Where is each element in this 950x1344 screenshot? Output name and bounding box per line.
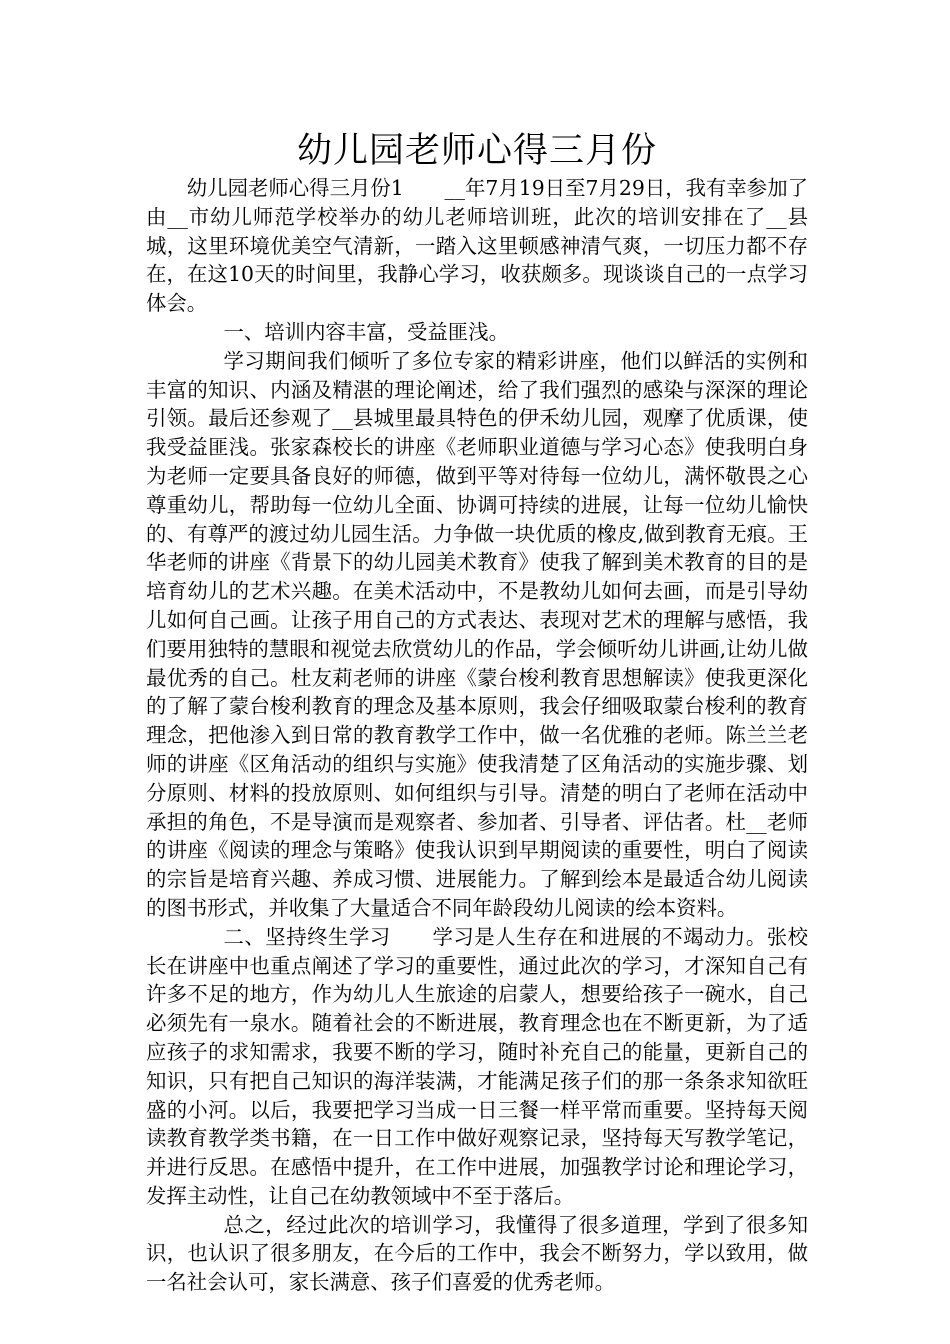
paragraph-conclusion: 总之，经过此次的培训学习，我懂得了很多道理，学到了很多知识，也认识了很多朋友，在今后的工作中，我会不断努力，学以致用，做一名社会认可，家长满意、孩子们喜爱的优秀老师。 xyxy=(146,1212,808,1295)
section-heading-1: 一、培训内容丰富，受益匪浅。 xyxy=(223,319,509,344)
paragraph-intro: 幼儿园老师心得三月份1 __年7月19日至7月29日，我有幸参加了由__市幼儿师范学校举办的幼儿老师培训班，此次的培训安排在了__县城，这里环境优美空气清新，一踏入这里顿感神清气爽，一切压力都不存在，在这10天的时间里，我静心学习，收获颇多。现谈谈自己的一点学习体会。 xyxy=(146,176,808,316)
document-title: 幼儿园老师心得三月份 xyxy=(296,131,657,171)
document-page xyxy=(146,128,808,1297)
document-body xyxy=(146,174,808,1297)
paragraph-training-content: 学习期间我们倾听了多位专家的精彩讲座，他们以鲜活的实例和丰富的知识、内涵及精湛的理论阐述，给了我们强烈的感染与深深的理论引领。最后还参观了__县城里最具特色的伊禾幼儿园，观摩了优质课，使我受益匪浅。张家森校长的讲座《老师职业道德与学习心态》使我明白身为老师一定要具备良好的师德，做到平等对待每一位幼儿，满怀敬畏之心尊重幼儿，帮助每一位幼儿全面、协调可持续的进展，让每一位幼儿愉快的、有尊严的渡过幼儿园生活。力争做一块优质的橡皮,做到教育无痕。王华老师的讲座《背景下的幼儿园美术教育》使我了解到美术教育的目的是培育幼儿的艺术兴趣。在美术活动中，不是教幼儿如何去画，而是引导幼儿如何自己画。让孩子用自己的方式表达、表现对艺术的理解与感悟，我们要用独特的慧眼和视觉去欣赏幼儿的作品，学会倾听幼儿讲画,让幼儿做最优秀的自己。杜友莉老师的讲座《蒙台梭利教育思想解读》使我更深化的了解了蒙台梭利教育的理念及基本原则，我会仔细吸取蒙台梭利的教育理念，把他渗入到日常的教育教学工作中，做一名优雅的老师。陈兰兰老师的讲座《区角活动的组织与实施》使我清楚了区角活动的实施步骤、划分原则、材料的投放原则、如何组织与引导。清楚的明白了老师在活动中承担的角色，不是导演而是观察者、参加者、引导者、评估者。杜__老师的讲座《阅读的理念与策略》使我认识到早期阅读的重要性，明白了阅读的宗旨是培育兴趣、养成习惯、进展能力。了解到绘本是最适合幼儿阅读的图书形式，并收集了大量适合不同年龄段幼儿阅读的绘本资料。 xyxy=(146,348,808,920)
paragraph-lifelong-learning: 二、坚持终生学习 学习是人生存在和进展的不竭动力。张校长在讲座中也重点阐述了学习的重要性，通过此次的学习，才深知自己有许多不足的地方，作为幼儿人生旅途的启蒙人，想要给孩子一碗水，自己必须先有一泉水。随着社会的不断进展，教育理念也在不断更新，为了适应孩子的求知需求，我要不断的学习，随时补充自己的能量，更新自己的知识，只有把自己知识的海洋装满，才能满足孩子们的那一条条求知欲旺盛的小河。以后，我要把学习当成一日三餐一样平常而重要。坚持每天阅读教育教学类书籍，在一日工作中做好观察记录，坚持每天写教学笔记，并进行反思。在感悟中提升，在工作中进展，加强教学讨论和理论学习，发挥主动性，让自己在幼教领域中不至于落后。 xyxy=(146,924,808,1208)
